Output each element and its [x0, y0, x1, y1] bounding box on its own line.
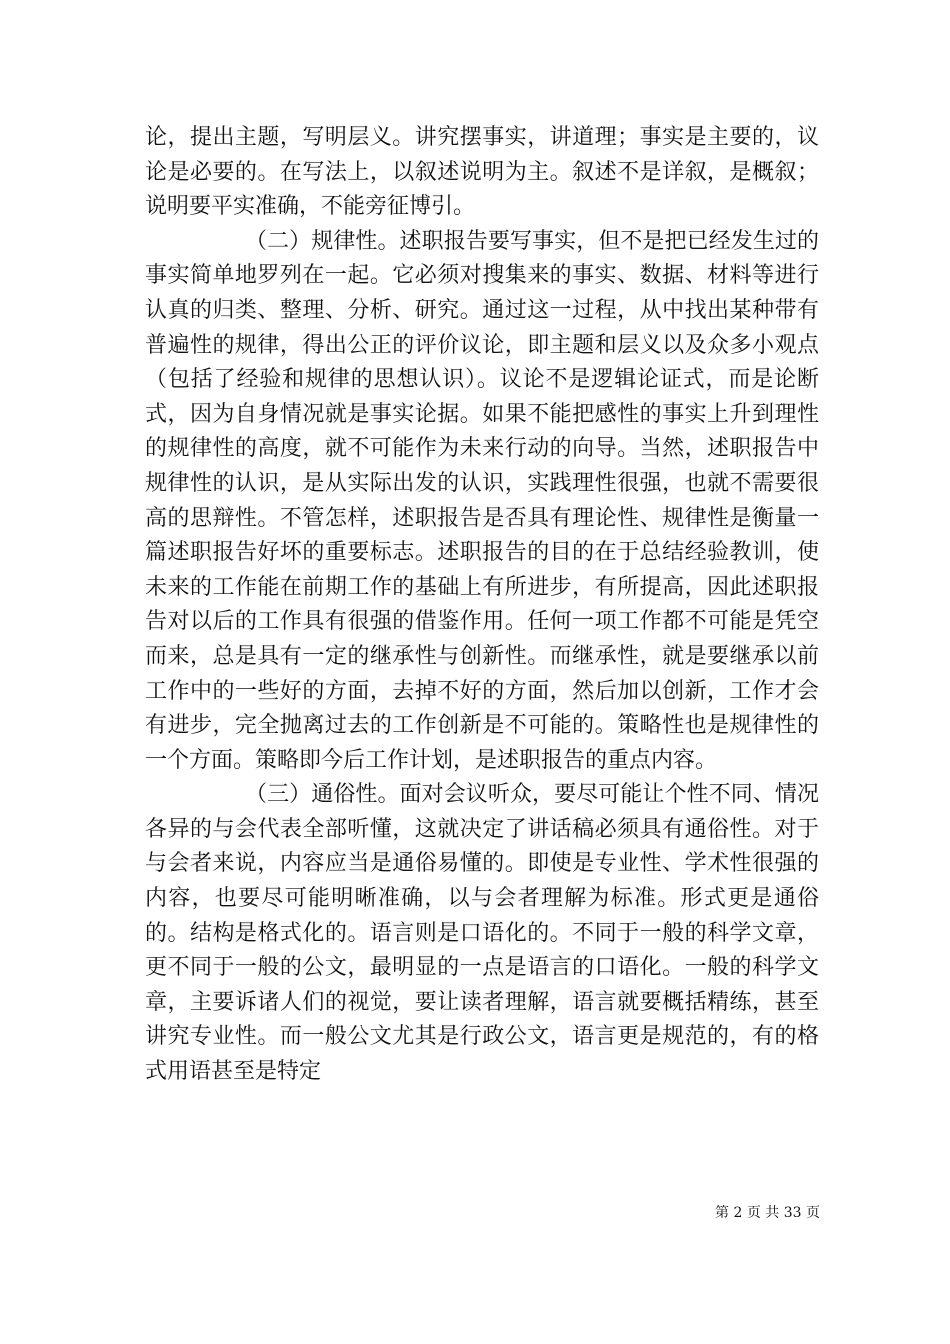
document-body [145, 121, 819, 1090]
paragraph-continuation: 论，提出主题，写明层义。讲究摆事实，讲道理；事实是主要的，议论是必要的。在写法上，以叙述说明为主。叙述不是详叙，是概叙；说明要平实准确，不能旁征博引。 [145, 125, 819, 220]
paragraph-regularity: （二）规律性。述职报告要写事实，但不是把已经发生过的事实简单地罗列在一起。它必须对搜集来的事实、数据、材料等进行认真的归类、整理、分析、研究。通过这一过程，从中找出某种带有普遍性的规律，得出公正的评价议论，即主题和层义以及众多小观点（包括了经验和规律的思想认识）。议论不是逻辑论证式，而是论断式，因为自身情况就是事实论据。如果不能把感性的事实上升到理性的规律性的高度，就不可能作为未来行动的向导。当然，述职报告中规律性的认识，是从实际出发的认识，实践理性很强，也就不需要很高的思辩性。不管怎样，述职报告是否具有理论性、规律性是衡量一篇述职报告好坏的重要标志。述职报告的目的在于总结经验教训，使未来的工作能在前期工作的基础上有所进步，有所提高，因此述职报告对以后的工作具有很强的借鉴作用。任何一项工作都不可能是凭空而来，总是具有一定的继承性与创新性。而继承性，就是要继承以前工作中的一些好的方面，去掉不好的方面，然后加以创新，工作才会有进步，完全抛离过去的工作创新是不可能的。策略性也是规律性的一个方面。策略即今后工作计划，是述职报告的重点内容。 [145, 228, 819, 773]
page-number-footer: 第 2 页 共 33 页 [715, 1205, 820, 1221]
paragraph-popularity: （三）通俗性。面对会议听众，要尽可能让个性不同、情况各异的与会代表全部听懂，这就决定了讲话稿必须具有通俗性。对于与会者来说，内容应当是通俗易懂的。即使是专业性、学术性很强的内容，也要尽可能明晰准确，以与会者理解为标准。形式更是通俗的。结构是格式化的。语言则是口语化的。不同于一般的科学文章，更不同于一般的公文，最明显的一点是语言的口语化。一般的科学文章，主要诉诸人们的视觉，要让读者理解，语言就要概括精练，甚至讲究专业性。而一般公文尤其是行政公文，语言更是规范的，有的格式用语甚至是特定 [145, 782, 819, 1085]
